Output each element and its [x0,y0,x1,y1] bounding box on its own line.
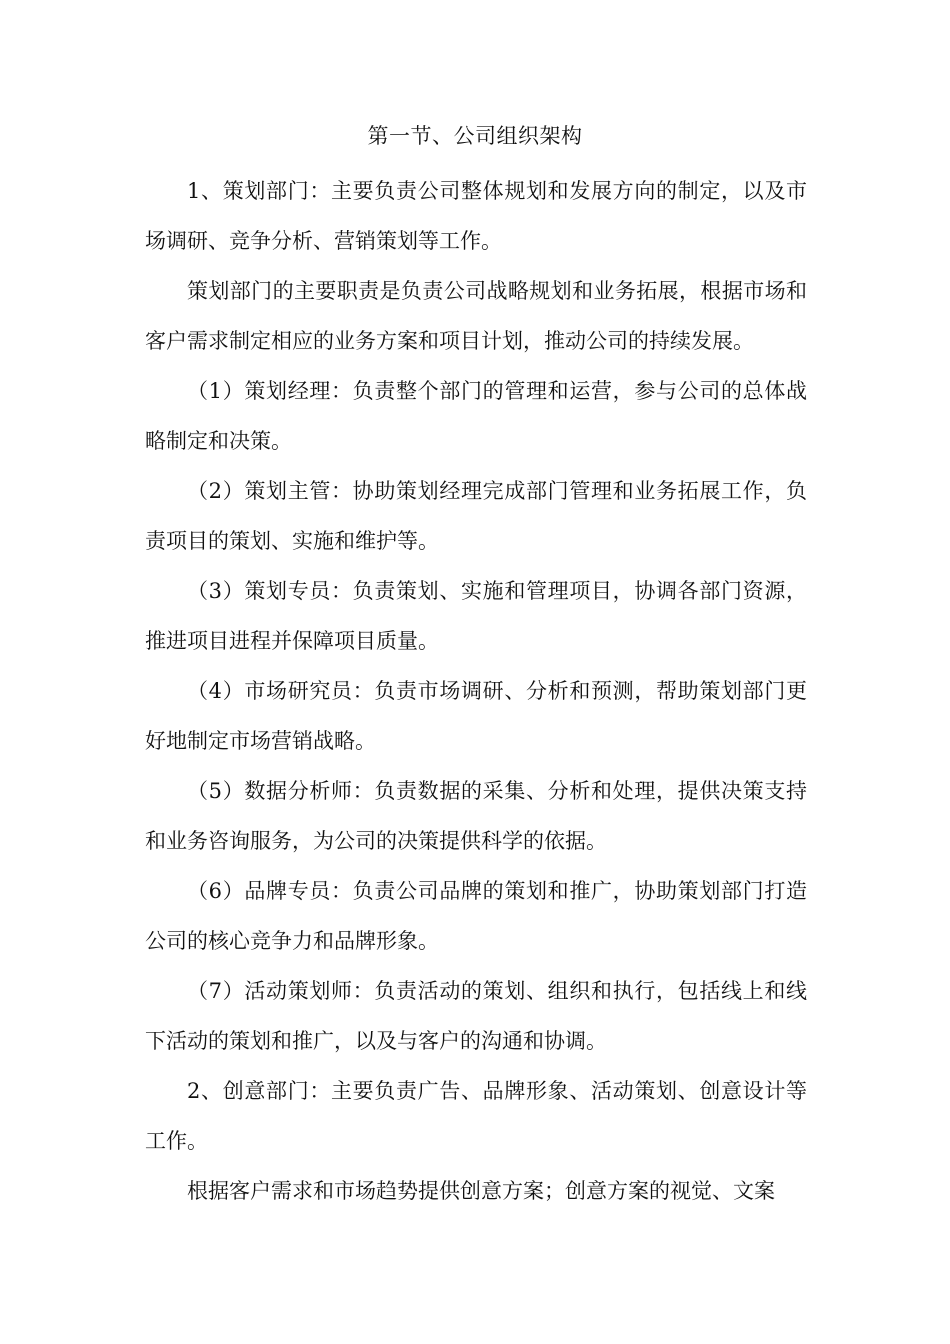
paragraph-planning-manager: （1）策划经理：负责整个部门的管理和运营，参与公司的总体战略制定和决策。 [145,379,807,453]
paragraph-planning-specialist: （3）策划专员：负责策划、实施和管理项目，协调各部门资源，推进项目进程并保障项目质量。 [145,579,807,653]
document-body [145,166,807,1216]
paragraph-market-researcher: （4）市场研究员：负责市场调研、分析和预测，帮助策划部门更好地制定市场营销战略。 [145,679,807,753]
section-title: 第一节、公司组织架构 [367,124,583,148]
paragraph-data-analyst: （5）数据分析师：负责数据的采集、分析和处理，提供决策支持和业务咨询服务，为公司的决策提供科学的依据。 [145,779,807,853]
paragraph-planning-duties: 策划部门的主要职责是负责公司战略规划和业务拓展，根据市场和客户需求制定相应的业务方案和项目计划，推动公司的持续发展。 [145,279,807,353]
paragraph-planning-supervisor: （2）策划主管：协助策划经理完成部门管理和业务拓展工作，负责项目的策划、实施和维护等。 [145,479,807,553]
paragraph-planning-dept: 1、策划部门：主要负责公司整体规划和发展方向的制定，以及市场调研、竞争分析、营销策划等工作。 [145,179,807,253]
paragraph-brand-specialist: （6）品牌专员：负责公司品牌的策划和推广，协助策划部门打造公司的核心竞争力和品牌形象。 [145,879,807,953]
paragraph-creative-dept: 2、创意部门：主要负责广告、品牌形象、活动策划、创意设计等工作。 [145,1079,807,1153]
paragraph-event-planner: （7）活动策划师：负责活动的策划、组织和执行，包括线上和线下活动的策划和推广，以及与客户的沟通和协调。 [145,979,807,1053]
paragraph-creative-duties: 根据客户需求和市场趋势提供创意方案；创意方案的视觉、文案 [187,1179,775,1203]
